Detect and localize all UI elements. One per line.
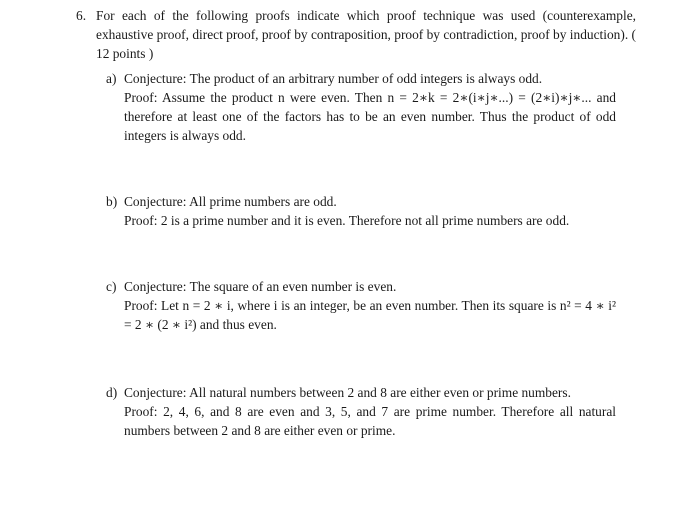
- part-d: [106, 383, 616, 440]
- proof-text: Proof: 2, 4, 6, and 8 are even and 3, 5, and 7 are prime number. Therefore all natural numbers between 2 and 8 are either even or prime.: [124, 404, 616, 438]
- question-number: 6.: [76, 8, 87, 23]
- part-label: c): [106, 279, 117, 294]
- part-b: [106, 192, 616, 230]
- part-a: [106, 69, 616, 145]
- part-label: b): [106, 194, 118, 209]
- conjecture-text: Conjecture: All natural numbers between 2 and 8 are either even or prime numbers.: [124, 385, 571, 400]
- part-c: [106, 277, 616, 334]
- proof-text: Proof: Assume the product n were even. Then n = 2∗k = 2∗(i∗j∗...) = (2∗i)∗j∗... and therefore at least one of the factors has to be an even number. Thus the product of odd integers is always odd.: [124, 90, 616, 143]
- part-label: a): [106, 71, 117, 86]
- proof-text: Proof: Let n = 2 ∗ i, where i is an integer, be an even number. Then its square is n² = 4 ∗ i² = 2 ∗ (2 ∗ i²) and thus even.: [124, 298, 616, 332]
- question-header: [76, 6, 636, 63]
- question-prompt: For each of the following proofs indicate which proof technique was used (counterexample, exhaustive proof, direct proof, proof by contraposition, proof by contradiction, proof by induction). ( 12 points ): [96, 8, 636, 61]
- proof-text: Proof: 2 is a prime number and it is even. Therefore not all prime numbers are odd.: [124, 213, 570, 228]
- part-label: d): [106, 385, 118, 400]
- question-6: [76, 6, 636, 63]
- conjecture-text: Conjecture: All prime numbers are odd.: [124, 194, 337, 209]
- conjecture-text: Conjecture: The product of an arbitrary number of odd integers is always odd.: [124, 71, 543, 86]
- conjecture-text: Conjecture: The square of an even number is even.: [124, 279, 397, 294]
